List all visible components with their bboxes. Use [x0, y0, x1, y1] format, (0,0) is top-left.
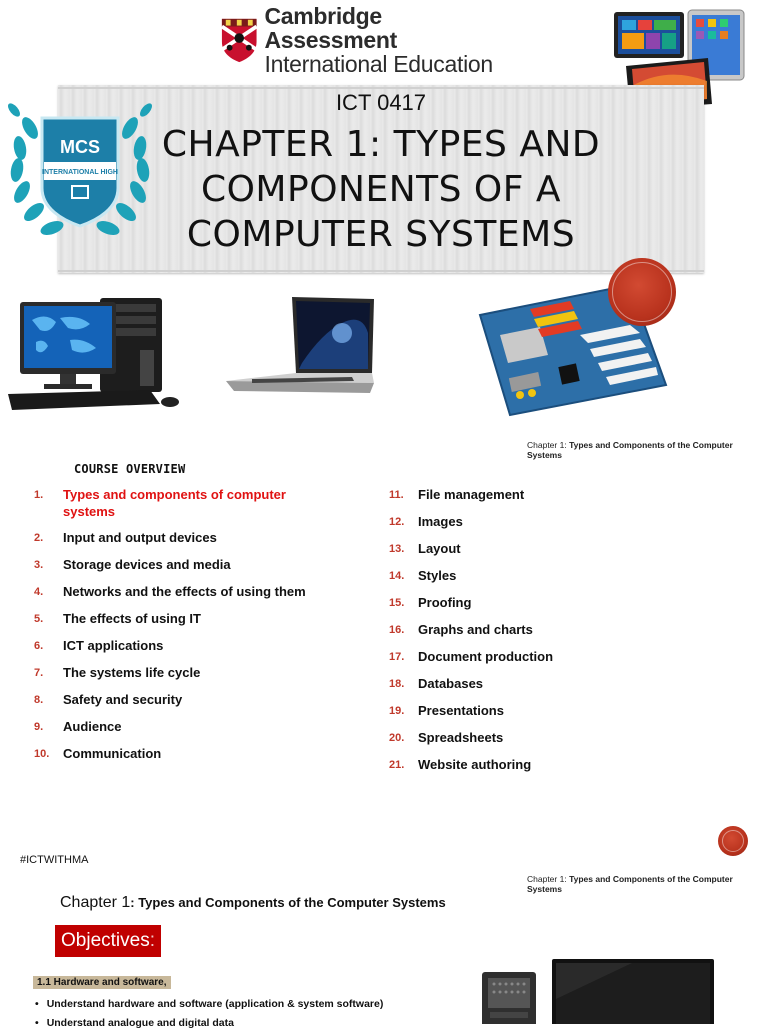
course-topic-number: 6. — [34, 640, 44, 652]
section-tag: 1.1 Hardware and software, — [33, 976, 171, 989]
course-topic-number: 21. — [389, 759, 405, 771]
title-banner-bottom-rule — [58, 270, 704, 272]
slide3-caption-prefix: Chapter 1: — [527, 874, 570, 884]
mcs-laurel-badge-icon — [0, 88, 160, 248]
course-topic-item — [34, 583, 334, 600]
course-topic-label: The effects of using IT — [63, 611, 201, 626]
monitor-image — [552, 959, 714, 1024]
course-topic-item — [389, 702, 729, 719]
course-topic-label: Input and output devices — [63, 530, 217, 545]
course-topic-item — [389, 486, 729, 503]
chapter-title-line-1: CHAPTER 1: TYPES AND — [161, 124, 601, 165]
course-topic-item — [389, 675, 729, 692]
objectives-colon: : — [149, 930, 155, 951]
course-topic-item — [389, 621, 729, 638]
chapter-title-line-2: COMPONENTS OF A — [200, 169, 562, 210]
title-slide — [0, 0, 768, 430]
course-topic-item — [34, 718, 334, 735]
course-topic-item — [34, 745, 334, 762]
cambridge-logo — [220, 2, 510, 78]
course-topic-item — [34, 486, 334, 520]
course-topic-label: Images — [418, 514, 463, 529]
course-topic-label: File management — [418, 487, 525, 502]
course-topic-label: Document production — [418, 649, 554, 664]
course-topic-number: 12. — [389, 516, 405, 528]
course-topic-number: 4. — [34, 586, 44, 598]
course-topic-number: 19. — [389, 705, 405, 717]
course-topic-number: 1. — [34, 489, 44, 501]
slide3-heading-rest: : Types and Components of the Computer Systems — [130, 895, 446, 910]
course-topic-label: Types and components of computer systems — [63, 487, 286, 519]
course-topic-item — [389, 567, 729, 584]
course-topic-label: Presentations — [418, 703, 504, 718]
course-topic-label: Spreadsheets — [418, 730, 504, 745]
course-topic-item — [389, 729, 729, 746]
course-topic-number: 10. — [34, 748, 50, 760]
course-topic-label: Website authoring — [418, 757, 532, 772]
slide2-caption-bold: Types and Components of the Computer Systems — [527, 440, 733, 460]
course-topic-number: 3. — [34, 559, 44, 571]
course-topic-number: 7. — [34, 667, 44, 679]
course-topic-item — [34, 637, 334, 654]
course-topic-item — [34, 556, 334, 573]
course-topic-label: Styles — [418, 568, 457, 583]
course-topic-label: Proofing — [418, 595, 472, 610]
slide3-heading — [60, 894, 446, 912]
desktop-computer-image — [0, 290, 190, 420]
course-topics-left — [34, 486, 334, 772]
course-topic-item — [389, 513, 729, 530]
course-topic-item — [34, 529, 334, 546]
hashtag-label: #ICTWITHMA — [20, 854, 89, 866]
course-topic-label: Layout — [418, 541, 461, 556]
course-topic-item — [34, 691, 334, 708]
decorative-red-circle — [608, 258, 676, 326]
course-topic-number: 16. — [389, 624, 405, 636]
org-name-line2: International Education — [264, 51, 493, 78]
slide2-chapter-caption — [527, 440, 768, 460]
chapter-title-line-3: COMPUTER SYSTEMS — [186, 214, 576, 255]
course-topic-label: The systems life cycle — [63, 665, 201, 680]
laptop-image — [222, 293, 382, 413]
emblem-mcs-text: MCS — [60, 137, 100, 157]
course-topic-number: 11. — [389, 489, 404, 501]
course-topic-number: 9. — [34, 721, 44, 733]
course-overview-label: COURSE OVERVIEW — [74, 462, 186, 476]
course-topic-label: Networks and the effects of using them — [63, 584, 306, 599]
course-topic-item — [389, 540, 729, 557]
slide3-caption-bold: Types and Components of the Computer Systems — [527, 874, 733, 894]
course-topic-number: 17. — [389, 651, 405, 663]
course-topic-number: 2. — [34, 532, 44, 544]
objective-bullet-1: • Understand hardware and software (application & system software) — [35, 998, 383, 1010]
course-topic-label: ICT applications — [63, 638, 164, 653]
course-topic-number: 5. — [34, 613, 44, 625]
course-topic-item — [389, 594, 729, 611]
course-topic-item — [34, 664, 334, 681]
course-topic-label: Databases — [418, 676, 484, 691]
course-code: ICT 0417 — [335, 90, 427, 115]
slide3-chapter-caption — [527, 874, 768, 894]
objectives-label: Objectives — [61, 930, 150, 951]
course-topic-number: 18. — [389, 678, 405, 690]
course-topic-item — [389, 756, 729, 773]
cambridge-shield-icon — [220, 16, 258, 64]
org-name-line1: Cambridge Assessment — [264, 2, 398, 53]
slide2-caption-prefix: Chapter 1: — [527, 440, 570, 450]
course-topic-item — [34, 610, 334, 627]
decorative-small-red-circle — [718, 826, 748, 856]
objectives-heading — [55, 925, 161, 957]
course-topic-number: 13. — [389, 543, 405, 555]
course-topic-number: 20. — [389, 732, 405, 744]
course-topic-number: 15. — [389, 597, 405, 609]
slide3-heading-prefix: Chapter 1 — [60, 894, 131, 911]
course-topic-number: 8. — [34, 694, 44, 706]
course-topic-item — [389, 648, 729, 665]
objective-bullet-2: • Understand analogue and digital data — [35, 1017, 234, 1029]
course-topic-number: 14. — [389, 570, 405, 582]
course-topic-label: Graphs and charts — [418, 622, 533, 637]
course-topics-right — [389, 486, 729, 783]
emblem-ribbon-text: INTERNATIONAL HIGH — [42, 169, 118, 176]
course-topic-label: Safety and security — [63, 692, 183, 707]
course-topic-label: Communication — [63, 746, 162, 761]
pc-tower-image — [480, 968, 538, 1024]
course-topic-label: Storage devices and media — [63, 557, 231, 572]
course-topic-label: Audience — [63, 719, 122, 734]
